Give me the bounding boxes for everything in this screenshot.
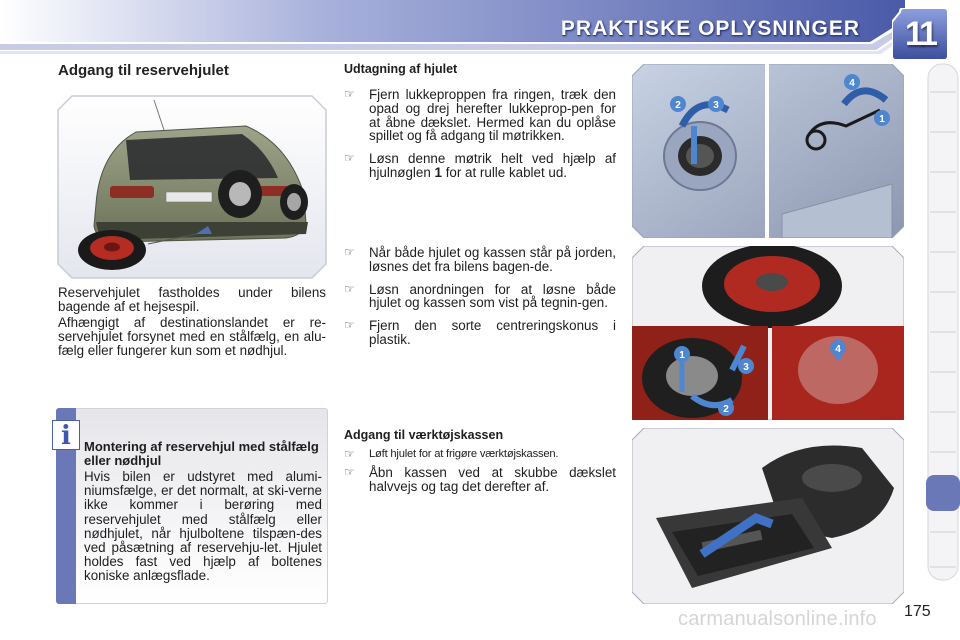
winch-cover-illustration xyxy=(632,64,904,238)
wheel-release-steps xyxy=(344,246,616,356)
figure-label: 1 xyxy=(879,114,885,125)
info-icon: i xyxy=(52,420,80,450)
info-box-title: Montering af reservehjul med stålfælg eller nødhjul xyxy=(84,439,319,468)
removal-step-2: ☞ Løsn denne møtrik helt ved hjælp af hjulnøglen 1 for at rulle kablet ud. xyxy=(344,151,616,180)
removal-step-4: ☞ Løsn anordningen for at løsne både hjulet og kassen som vist på tegnin-gen. xyxy=(344,281,616,311)
toolbox-step-2: ☞ Åbn kassen ved at skubbe dækslet halvvejs og tag det derefter af. xyxy=(344,464,616,494)
pointing-hand-icon: ☞ xyxy=(344,318,355,333)
chapter-number: 11 xyxy=(905,15,935,53)
figure-label: 3 xyxy=(713,100,719,111)
toolbox-section xyxy=(344,428,616,502)
page-number: 175 xyxy=(904,603,931,620)
info-box-text: Hvis bilen er udstyret med alumi-niumsfælge, er det normalt, at ski-verne ikke kommer i berøring med reservehjulet med stålfælg eller nødhjulet, når hjulboltene tilspæn-des ved påsætning af reservehju-let. Hjulet holdes fast ved hjælp af boltenes koniske anlægsflade. xyxy=(84,469,322,584)
wheel-removal-section xyxy=(344,62,616,189)
removal-step-3: ☞ Når både hjulet og kassen står på jorden, løsnes det fra bilens bagen-de. xyxy=(344,245,616,274)
car-rear-spare-wheel-illustration xyxy=(56,94,328,280)
removal-step-1: ☞ Fjern lukkeproppen fra ringen, træk den opad og drej herefter lukkeprop-pen for at åbne dækslet. Hermed kan du oplåse spillet og få adgang til møtrikken. xyxy=(344,87,616,144)
pointing-hand-icon: ☞ xyxy=(344,87,355,101)
rim-type-paragraph: Afhængigt af destinationslandet er re-servehjulet forsynet med en stålfælg, en alu-fælg eller fungerer kun som et nødhjul. xyxy=(58,315,326,359)
chapter-title: PRAKTISKE OPLYSNINGER xyxy=(560,17,860,40)
toolbox-illustration xyxy=(632,428,904,604)
pointing-hand-icon: ☞ xyxy=(344,464,355,479)
figure-label: 1 xyxy=(679,350,685,361)
chapter-tab-strip xyxy=(926,62,960,582)
pointing-hand-icon: ☞ xyxy=(344,151,355,166)
figure-label: 2 xyxy=(723,404,729,415)
section-heading: Adgang til reservehjulet xyxy=(58,62,229,79)
figure-label: 3 xyxy=(743,362,749,373)
spare-wheel-release-illustration xyxy=(632,246,904,420)
figure-label: 2 xyxy=(675,100,681,111)
pointing-hand-icon: ☞ xyxy=(344,281,355,296)
toolbox-heading: Adgang til værktøjskassen xyxy=(344,428,504,442)
removal-step-5: ☞ Fjern den sorte centreringskonus i plastik. xyxy=(344,318,616,347)
pointing-hand-icon: ☞ xyxy=(344,245,355,259)
toolbox-step-1: ☞ Løft hjulet for at frigøre værktøjskassen. xyxy=(344,447,559,461)
figure-label: 4 xyxy=(849,78,855,89)
watermark: carmanualsonline.info xyxy=(678,608,877,630)
intro-paragraph: Reservehjulet fastholdes under bilens bagende af et hejsespil. xyxy=(58,285,326,315)
pointing-hand-icon: ☞ xyxy=(344,447,355,461)
figure-label: 4 xyxy=(835,344,841,355)
wheel-removal-heading: Udtagning af hjulet xyxy=(344,62,458,76)
